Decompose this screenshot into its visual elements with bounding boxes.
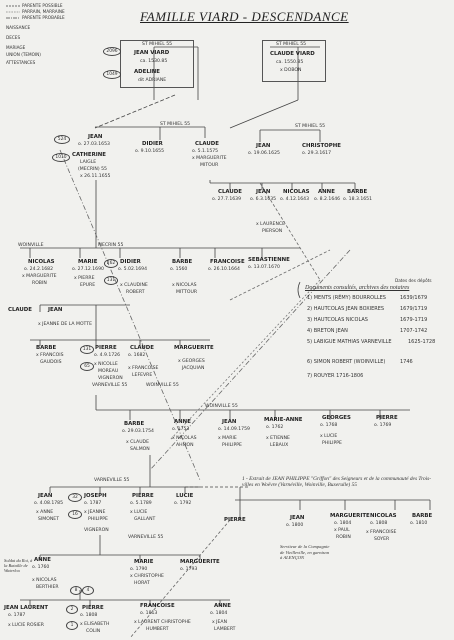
sosa-32: 32	[68, 493, 82, 502]
jean-gen7-spouse2: SIMONET	[38, 517, 59, 522]
place-woinville-gen5: WOINVILLE 55	[146, 383, 179, 388]
sosa-2: 2	[66, 605, 78, 614]
jean-gen7-name: JEAN	[38, 493, 53, 499]
source-row-6-dates: 1746	[400, 359, 413, 365]
barbe-gen5-spouse: x FRANCOIS	[36, 353, 64, 358]
source-row-4: 4) BRETON JEAN	[307, 328, 348, 334]
legend-item-2: PARRAIN, MARRAINE	[22, 9, 65, 14]
barbe-gen3-name: BARBE	[347, 189, 368, 195]
source-row-2-dates: 1679/1719	[400, 306, 428, 312]
barbe-gen6-dates: o. 29.03.1754	[122, 429, 154, 434]
jean-gen2b-dates: o. 19.06.1625	[248, 151, 280, 156]
pierre-gen7-dates: o. 5.1789	[130, 501, 152, 506]
francoise-gen9-spouse: x LAURENT CHRISTOPHE	[134, 620, 191, 625]
jeanlaurent-dates: o. 1787	[8, 613, 26, 618]
jeanlaurent-name: JEAN LAURENT	[4, 605, 49, 611]
marguerite-gen5-spouse: x GEORGES	[178, 359, 205, 364]
jean-gen5-spouse: x JEANNE DE LA MOTTE	[38, 322, 92, 327]
jean-gen3-name: JEAN	[256, 189, 271, 195]
joseph-spouse: x JEANNE	[84, 510, 106, 515]
didier-gen4-spouse2: ROBERT	[126, 290, 145, 295]
claude-gen3-dates: o. 27.7.1639	[212, 197, 242, 202]
sosa-524: 524	[54, 135, 70, 144]
pierre-gen5-spouse: x NICOLLE	[94, 362, 118, 367]
sosa-16: 16	[68, 510, 82, 519]
jean-viard-dates: ca. 1530.85	[140, 59, 168, 64]
claude-gen2-spouse2: MITOUR	[200, 163, 219, 168]
source-row-2: 2) HAUTCOLAS JEAN BOXIERES	[307, 306, 385, 312]
source-row-7: 7) ROUYER 1716-1806	[307, 373, 364, 379]
francoise-gen9-dates: o. 1813	[140, 611, 158, 616]
anne-gen3-dates: o. 8.2.1646	[314, 197, 341, 202]
anne-gen8-name: ANNE	[34, 557, 51, 563]
lucie-gen7-dates: o. 1792	[174, 501, 192, 506]
francoise-gen9-name: FRANCOISE	[140, 603, 175, 609]
legend-item-5: DECES	[6, 35, 21, 40]
jean-gen6-name: JEAN	[222, 419, 237, 425]
marguerite-gen7-dates: o. 1804	[334, 521, 352, 526]
adeline-note: dit ADRIANE	[138, 78, 167, 83]
barbe-gen4-spouse: x NICOLAS	[172, 283, 197, 288]
jean-gen6-dates: o. 14.09.1759	[218, 427, 250, 432]
sosa-1: 1	[66, 621, 78, 630]
sebastienne-dates: o. 13.07.1670	[248, 265, 280, 270]
sosa-131-gen5: 131	[80, 345, 94, 354]
barbe-gen6-spouse: x CLAUDE	[126, 440, 149, 445]
sources-dates-header: Dates des dépôts	[395, 278, 432, 283]
anne-gen6-spouse: x NICOLAS	[172, 436, 197, 441]
georges-spouse2: PHILIPPE	[322, 441, 342, 446]
place-woinville-gen6: WOINVILLE 55	[205, 404, 238, 409]
marguerite-gen7-name: MARGUERITE	[330, 513, 370, 519]
barbe-gen7-dates: o. 1810	[410, 521, 428, 526]
sosa-8: 8	[70, 586, 82, 595]
sebastienne-name: SEBASTIENNE	[248, 257, 290, 263]
nicolas-gen7-dates: o. 1808	[370, 521, 388, 526]
joseph-name: JOSEPH	[84, 493, 107, 499]
jean-gen7b-note: Serviteur de la Compagnie de Vieilleville, en garnison à ALENÇON	[280, 544, 330, 561]
barbe-gen4-spouse2: MITTOUR	[176, 290, 198, 295]
francoise-gen4-dates: o. 26.10.1664	[208, 267, 240, 272]
pierre-gen7-spouse: x LUCIE	[130, 510, 148, 515]
didier-gen4-name: DIDIER	[120, 259, 141, 265]
joseph-spouse2: PHILIPPE	[88, 517, 108, 522]
jean-gen2-name: JEAN	[88, 134, 103, 140]
source-row-1: 1) MENTS (RÉMY) BOURROLLES	[307, 295, 386, 301]
pierre-gen6-name: PIERRE	[376, 415, 398, 421]
pierre-gen7-spouse2: GALLANT	[134, 517, 156, 522]
claude-gen5-name: CLAUDE	[8, 307, 32, 313]
source-row-5-dates: 1625-1728	[408, 339, 436, 345]
anne-gen9-name: ANNE	[214, 603, 231, 609]
barbe-gen7-name: BARBE	[412, 513, 433, 519]
legend-item-6: MARIAGE	[6, 45, 26, 50]
claude-viard-dates: ca. 1550.85	[276, 60, 304, 65]
anne-gen8-spouse2: BERTHIER	[36, 585, 59, 590]
christophe-name: CHRISTOPHE	[302, 143, 341, 149]
anne-gen6-spouse2: AHMON	[176, 443, 194, 448]
didier-name: DIDIER	[142, 141, 163, 147]
barbe-gen6-spouse2: SALMON	[130, 447, 150, 452]
claude-gen5b-dates: o. 1682	[128, 353, 146, 358]
legend-item-1: PARENTE POSSIBLE	[22, 3, 63, 8]
marguerite-gen7-spouse: x PAUL	[334, 528, 350, 533]
marguerite-gen8-name: MARGUERITE	[180, 559, 220, 565]
claude-gen3-name: CLAUDE	[218, 189, 242, 195]
marie-gen4-name: MARIE	[78, 259, 98, 265]
nicolas-gen4-dates: o. 24.2.1682	[24, 267, 54, 272]
joseph-dates: o. 1787	[84, 501, 102, 506]
nicolas-gen7-spouse: x FRANCOISE	[366, 530, 397, 535]
anne-gen9-dates: o. 1804	[210, 611, 228, 616]
adeline-name: ADELINE	[134, 69, 160, 75]
pierre-gen7-name: PIERRE	[132, 493, 154, 499]
catherine-place: (MECRIN) 55	[78, 167, 107, 172]
pierre-gen5-spouse2: MOREAU	[98, 369, 119, 374]
anne-gen6-name: ANNE	[174, 419, 191, 425]
claude-gen5b-name: CLAUDE	[130, 345, 154, 351]
source-row-4-dates: 1707-1742	[400, 328, 428, 334]
place-varneville-gen7b: VARNEVILLE 55	[128, 535, 164, 540]
pierre-gen7b-name: PIERRE	[224, 517, 246, 523]
jean-gen7-dates: o. 4.08.1785	[34, 501, 64, 506]
anne-gen8-dates: o. 1760	[32, 565, 50, 570]
claude-gen2-name: CLAUDE	[195, 141, 219, 147]
christophe-dates: o. 29.3.1617	[302, 151, 332, 156]
anne-gen9-spouse: x JEAN	[212, 620, 228, 625]
sosa-262: 262	[104, 259, 118, 268]
jean-gen2b-name: JEAN	[256, 143, 271, 149]
pierre-gen9-spouse: x ELISABETH	[80, 622, 110, 627]
marguerite-gen7-spouse2: ROBIN	[336, 535, 351, 540]
marieanne-spouse2: LEBAUX	[270, 443, 289, 448]
claude-gen2-spouse: x MARGUERITE	[192, 156, 227, 161]
marie-gen4-dates: o. 27.12.1690	[72, 267, 104, 272]
pierre-gen5-dates: o. 4.9.1726	[94, 353, 121, 358]
pierre-gen9-spouse2: COLIN	[86, 629, 101, 634]
claude-gen5b-spouse2: LEFEVRE	[132, 373, 153, 378]
barbe-gen4-name: BARBE	[172, 259, 193, 265]
sosa-65: 65	[80, 362, 94, 371]
claude-viard-name: CLAUDE VIARD	[270, 51, 315, 57]
marguerite-gen5-name: MARGUERITE	[174, 345, 214, 351]
soldier-note: Soldat du Roi, à la Bataille de Waterloo	[4, 558, 33, 574]
marie-gen4-spouse: x PIERRE	[74, 276, 95, 281]
nicolas-gen4-spouse: x MARGUERITE	[22, 274, 57, 279]
georges-spouse: x LUCIE	[320, 434, 338, 439]
marie-gen4-spouse2: EPURE	[80, 283, 96, 288]
pierre-gen5-name: PIERRE	[95, 345, 117, 351]
francoise-gen4-name: FRANCOISE	[210, 259, 245, 265]
sosa-2096: 2096	[103, 47, 121, 56]
jean-gen7-spouse: x ANNE	[36, 510, 54, 515]
page-title: FAMILLE VIARD - DESCENDANCE	[140, 9, 349, 24]
nicolas-gen3-name: NICOLAS	[283, 189, 310, 195]
place-mecrin: MECRIN 55	[98, 243, 124, 248]
source-row-3: 3) HAUTCOLAS NICOLAS	[307, 317, 368, 323]
nicolas-gen3-dates: o. 4.12.1643	[280, 197, 310, 202]
jean-gen3-dates: o. 6.3.1635	[250, 197, 277, 202]
sosa-1049: 1049	[103, 70, 121, 79]
nicolas-gen7-name: NICOLAS	[370, 513, 397, 519]
claude-gen5b-spouse: x FRANCOISE	[128, 366, 159, 371]
catherine-surname: LAIGLE	[80, 160, 97, 165]
jean-gen6-spouse2: PHILIPPE	[222, 443, 242, 448]
lucie-gen7-name: LUCIE	[176, 493, 194, 499]
jean-viard-name: JEAN VIARD	[134, 50, 170, 56]
georges-name: GEORGES	[322, 415, 351, 421]
place-st-mihiel-2: ST MIHIEL 55	[276, 42, 307, 47]
place-woinville-1: WOINVILLE	[18, 243, 44, 248]
francoise-gen9-spouse2: HUMBERT	[146, 627, 169, 632]
extract-note: 1 - Extrait de JEAN PHILIPPE "Griffon" des Seigneurs et de la communauté des Trois-villes en Woëvre (Varnéville, Woinville, Buxerulle) 55	[242, 476, 432, 489]
barbe-gen4-dates: o. 1560	[170, 267, 188, 272]
didier-dates: o. 9.10.1655	[135, 149, 165, 154]
legend-item-3: PARENTE PROBABLE	[22, 15, 65, 20]
anne-gen6-dates: o. 1753	[172, 427, 190, 432]
nicolas-gen4-name: NICOLAS	[28, 259, 55, 265]
marie-gen8-spouse: x CHRISTOPHE	[130, 574, 164, 579]
marieanne-spouse: x ETIENNE	[266, 436, 290, 441]
sosa-4: 4	[82, 586, 94, 595]
marieanne-name: MARIE-ANNE	[264, 417, 303, 423]
catherine-marriage: x 26.11.1655	[80, 174, 111, 179]
sources-header: Documents consultés, archives des notaires	[305, 285, 410, 291]
anne-gen8-spouse: x NICOLAS	[32, 578, 57, 583]
barbe-gen3-dates: o. 18.3.1651	[343, 197, 373, 202]
jean-gen7b-name: JEAN	[290, 515, 305, 521]
place-st-mihiel-1: ST MIHIEL 55	[142, 42, 173, 47]
pierre-gen6-dates: o. 1769	[374, 423, 392, 428]
pierre-gen9-name: PIERRE	[82, 605, 104, 611]
place-st-mihiel-4: ST MIHIEL 55	[295, 124, 326, 129]
marguerite-gen5-spouse2: JACQUIAN	[182, 366, 205, 371]
marguerite-gen8-dates: o. 1793	[180, 567, 198, 572]
claude-viard-spouse: x DOBON	[280, 68, 302, 73]
legend-item-7: UNION (TEMOIN)	[6, 52, 41, 57]
sosa-1010: 1010	[52, 153, 70, 162]
jeanlaurent-spouse: x LUCIE ROSIER	[8, 623, 44, 628]
didier-gen4-spouse: x CLAUDINE	[120, 283, 148, 288]
georges-dates: o. 1768	[320, 423, 338, 428]
jean-gen5-name: JEAN	[48, 307, 63, 313]
nicolas-gen4-spouse2: ROBIN	[32, 281, 47, 286]
source-row-1-dates: 1639/1679	[400, 295, 428, 301]
source-row-3-dates: 1679-1719	[400, 317, 428, 323]
claude-gen2-dates: o. 5.1.1575	[192, 149, 219, 154]
jean-gen2-dates: o. 27.03.1653	[78, 142, 110, 147]
joseph-spouse3: VIGNERON	[84, 528, 109, 533]
nicolas-gen7-spouse2: SOYER	[374, 537, 390, 542]
anne-gen3-name: ANNE	[318, 189, 335, 195]
jean-gen6-spouse: x MARIE	[218, 436, 237, 441]
marieanne-dates: o. 1762	[266, 425, 284, 430]
legend-item-4: NAISSANCE	[6, 25, 31, 30]
laurence-surname: PIERSON	[262, 229, 283, 234]
anne-gen9-spouse2: LAMBERT	[214, 627, 236, 632]
source-row-6: 6) SIMON ROBERT (WOINVILLE)	[307, 359, 386, 365]
barbe-gen5-spouse2: GAUDOIS	[40, 360, 62, 365]
didier-gen4-dates: o. 5.02.1694	[118, 267, 148, 272]
catherine-name: CATHERINE	[72, 152, 106, 158]
barbe-gen5-name: BARBE	[36, 345, 57, 351]
jean-gen7b-dates: o. 1800	[286, 523, 304, 528]
sosa-131: 131	[104, 276, 118, 285]
place-st-mihiel-3: ST MIHIEL 55	[160, 122, 191, 127]
pierre-gen9-dates: o. 1808	[80, 613, 98, 618]
place-varneville-gen7: VARNEVILLE 55	[94, 478, 130, 483]
source-row-5: 5) LABIGUE MATHIAS VARNEVILLE	[307, 339, 392, 345]
barbe-gen6-name: BARBE	[124, 421, 145, 427]
place-varneville-gen5: VARNEVILLE 55	[92, 383, 128, 388]
marie-gen8-dates: o. 1790	[130, 567, 148, 572]
marie-gen8-name: MARIE	[134, 559, 154, 565]
laurence-name: x LAURENCE	[256, 222, 285, 227]
pierre-gen5-spouse3: VIGNERON	[98, 376, 123, 381]
marie-gen8-spouse2: HORAT	[134, 581, 150, 586]
legend-item-8: ATTESTANCES	[6, 60, 36, 65]
